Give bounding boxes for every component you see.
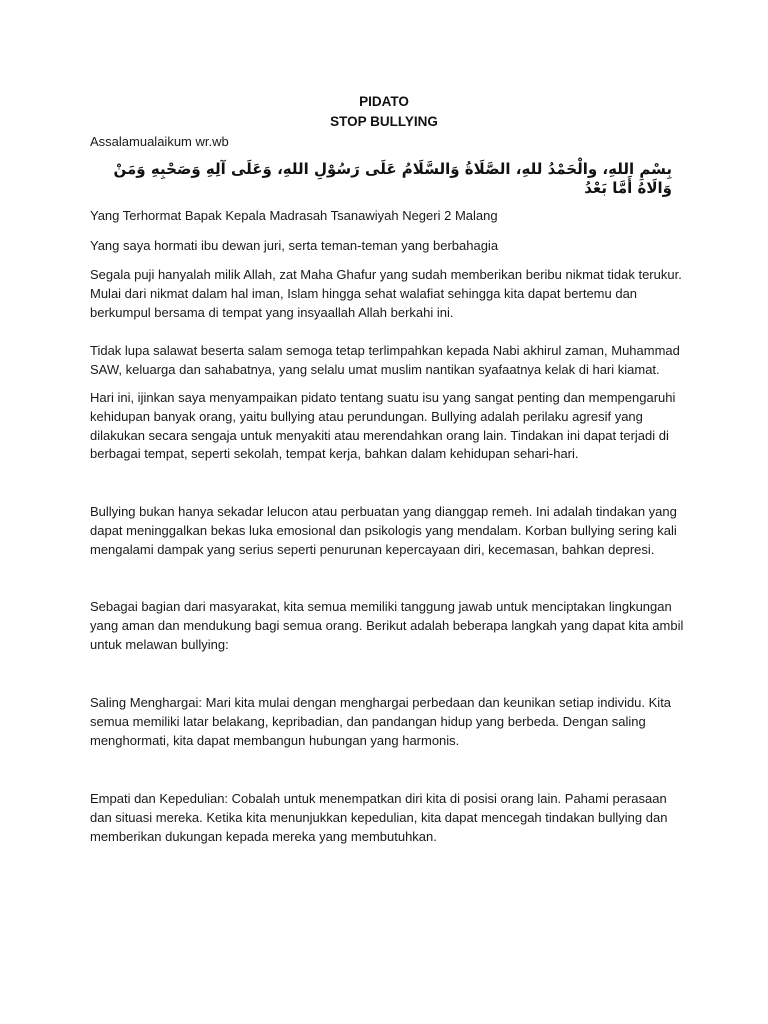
document-subtitle: STOP BULLYING — [330, 114, 438, 129]
paragraph-impact: Bullying bukan hanya sekadar lelucon atau perbuatan yang dianggap remeh. Ini adalah tindakan yang dapat meninggalkan bekas luka emosional dan psikologis yang mendalam. Korban bullying sering kali mengalami dampak yang serius seperti penurunan kepercayaan diri, kecemasan, bahkan depresi. — [90, 504, 677, 557]
salutation-jury: Yang saya hormati ibu dewan juri, serta teman-teman yang berbahagia — [90, 238, 499, 253]
paragraph-intro: Hari ini, ijinkan saya menyampaikan pidato tentang suatu isu yang sangat penting dan mempengaruhi kehidupan banyak orang, yaitu bullying atau perundungan. Bullying adalah perilaku agresif yang dilakukan secara sengaja untuk menyakiti atau merendahkan orang lain. Tindakan ini dapat terjadi di berbagai tempat, seperti sekolah, tempat kerja, bahkan dalam kehidupan sehari-hari. — [90, 390, 676, 462]
paragraph-empathy: Empati dan Kepedulian: Cobalah untuk menempatkan diri kita di posisi orang lain. Pahami perasaan dan situasi mereka. Ketika kita menunjukkan kepedulian, kita dapat mencegah tindakan bullying dan memberikan dukungan kepada mereka yang membutuhkan. — [90, 791, 668, 844]
greeting-text: Assalamualaikum wr.wb — [90, 134, 229, 149]
paragraph-respect: Saling Menghargai: Mari kita mulai dengan menghargai perbedaan dan keunikan setiap individu. Kita semua memiliki latar belakang, kepribadian, dan pandangan hidup yang berbeda. Dengan saling menghormati, kita dapat membangun hubungan yang harmonis. — [90, 695, 672, 748]
arabic-opening-text: بِسْمِ اللهِ، والْحَمْدُ للهِ، الصَّلَاةُ وَالسَّلَامُ عَلَى رَسُوْلِ اللهِ، وَعَلَى آلِهِ وَصَحْبِهِ وَمَنْ وَالَاهُ أَمَّا بَعْدُ — [113, 160, 672, 197]
document-title: PIDATO — [359, 94, 409, 109]
salutation-headmaster: Yang Terhormat Bapak Kepala Madrasah Tsanawiyah Negeri 2 Malang — [90, 208, 498, 223]
paragraph-praise: Segala puji hanyalah milik Allah, zat Maha Ghafur yang sudah memberikan beribu nikmat tidak terukur. Mulai dari nikmat dalam hal iman, Islam hingga sehat walafiat sehingga kita dapat bertemu dan berkumpul bersama di tempat yang insyaallah Allah berkahi ini. — [90, 267, 682, 320]
paragraph-salawat: Tidak lupa salawat beserta salam semoga tetap terlimpahkan kepada Nabi akhirul zaman, Muhammad SAW, keluarga dan sahabatnya, yang selalu umat muslim nantikan syafaatnya kelak di hari kiamat. — [90, 343, 680, 377]
paragraph-society: Sebagai bagian dari masyarakat, kita semua memiliki tanggung jawab untuk menciptakan lingkungan yang aman dan mendukung bagi semua orang. Berikut adalah beberapa langkah yang dapat kita ambil untuk melawan bullying: — [90, 599, 684, 652]
